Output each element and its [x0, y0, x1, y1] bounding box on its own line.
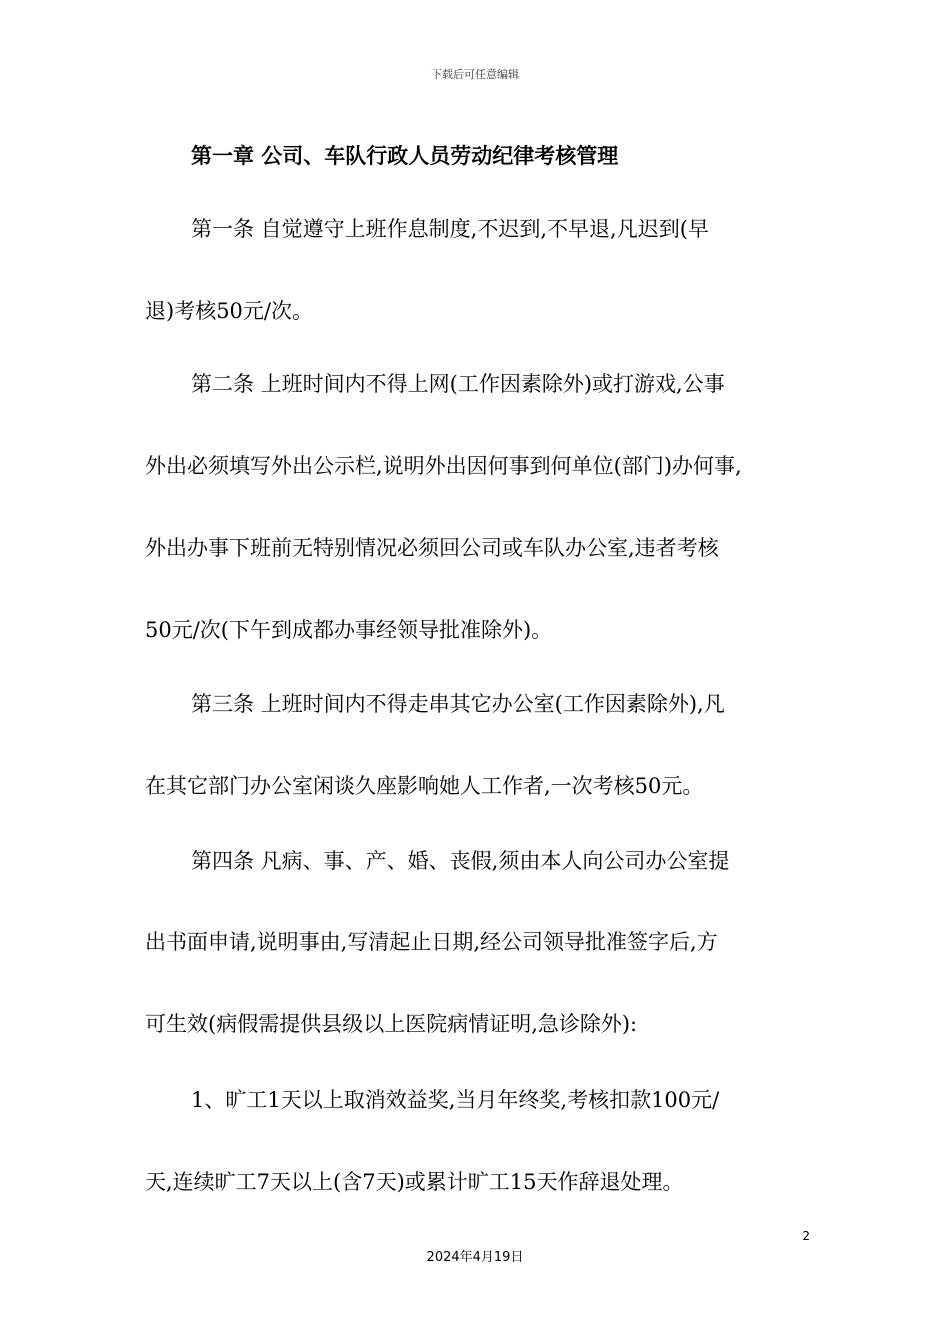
article-2-line-3: 外出办事下班前无特别情况必须回公司或车队办公室,违者考核 — [145, 536, 719, 560]
article-2-line-1: 第二条 上班时间内不得上网(工作因素除外)或打游戏,公事 — [191, 372, 725, 396]
article-1-line-2: 退)考核50元/次。 — [145, 299, 313, 323]
article-2-line-4: 50元/次(下午到成都办事经领导批准除外)。 — [145, 618, 553, 642]
article-4-line-1: 第四条 凡病、事、产、婚、丧假,须由本人向公司办公室提 — [191, 849, 730, 873]
article-3-line-1: 第三条 上班时间内不得走串其它办公室(工作因素除外),凡 — [191, 692, 725, 716]
page-number: 2 — [802, 1229, 810, 1243]
article-1-line-1: 第一条 自觉遵守上班作息制度,不迟到,不早退,凡迟到(早 — [191, 217, 709, 241]
footer-date: 2024年4月19日 — [426, 1250, 524, 1265]
article-4-line-3: 可生效(病假需提供县级以上医院病情证明,急诊除外): — [145, 1012, 638, 1036]
header-note: 下载后可任意编辑 — [431, 68, 519, 81]
item-1-line-2: 天,连续旷工7天以上(含7天)或累计旷工15天作辞退处理。 — [145, 1170, 684, 1194]
chapter-title: 第一章 公司、车队行政人员劳动纪律考核管理 — [191, 144, 619, 168]
article-2-line-2: 外出必须填写外出公示栏,说明外出因何事到何单位(部门)办何事, — [145, 454, 742, 478]
article-4-line-2: 出书面申请,说明事由,写清起止日期,经公司领导批准签字后,方 — [145, 930, 718, 954]
item-1-line-1: 1、旷工1天以上取消效益奖,当月年终奖,考核扣款100元/ — [191, 1088, 720, 1112]
article-3-line-2: 在其它部门办公室闲谈久座影响她人工作者,一次考核50元。 — [145, 774, 704, 798]
